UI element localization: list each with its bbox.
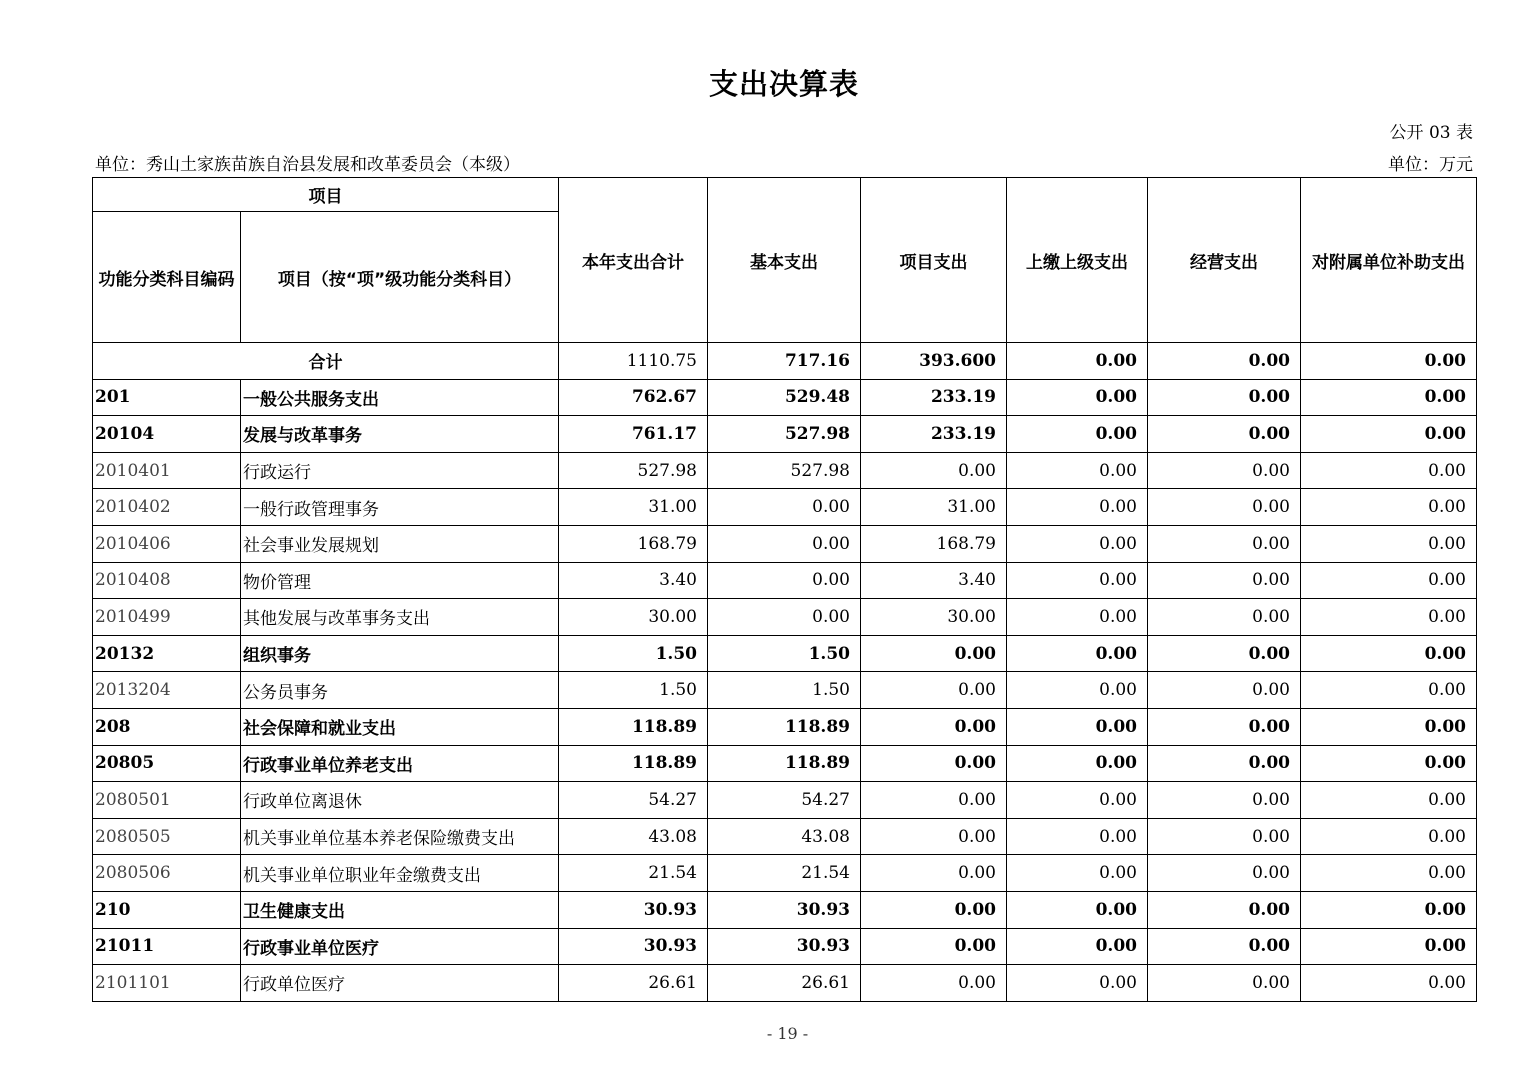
header-basic: 基本支出 (708, 178, 861, 343)
cell-basic: 118.89 (708, 708, 861, 745)
total-project-expenditure: 393.600 (861, 343, 1007, 380)
cell-basic: 30.93 (708, 928, 861, 965)
cell-business: 0.00 (1148, 452, 1301, 489)
cell-total: 3.40 (559, 562, 708, 599)
cell-name: 行政单位离退休 (241, 782, 559, 819)
page-number: - 19 - (766, 1024, 809, 1043)
cell-business: 0.00 (1148, 599, 1301, 636)
header-subsidy: 对附属单位补助支出 (1301, 178, 1477, 343)
cell-project-expenditure: 0.00 (861, 818, 1007, 855)
cell-subsidy: 0.00 (1301, 928, 1477, 965)
cell-subsidy: 0.00 (1301, 965, 1477, 1002)
cell-subsidy: 0.00 (1301, 562, 1477, 599)
cell-subsidy: 0.00 (1301, 489, 1477, 526)
cell-code: 2010408 (93, 562, 241, 599)
cell-subsidy: 0.00 (1301, 525, 1477, 562)
cell-business: 0.00 (1148, 782, 1301, 819)
cell-subsidy: 0.00 (1301, 708, 1477, 745)
cell-upper: 0.00 (1007, 928, 1148, 965)
cell-upper: 0.00 (1007, 489, 1148, 526)
table-row (93, 745, 1477, 782)
cell-name: 发展与改革事务 (241, 416, 559, 453)
cell-name: 一般公共服务支出 (241, 379, 559, 416)
cell-basic: 118.89 (708, 745, 861, 782)
cell-project-expenditure: 0.00 (861, 928, 1007, 965)
table-row (93, 599, 1477, 636)
header-total: 本年支出合计 (559, 178, 708, 343)
cell-name: 社会事业发展规划 (241, 525, 559, 562)
cell-upper: 0.00 (1007, 416, 1148, 453)
cell-name: 一般行政管理事务 (241, 489, 559, 526)
header-code: 功能分类科目编码 (93, 212, 241, 343)
cell-total: 30.00 (559, 599, 708, 636)
unit-currency: 单位：万元 (1388, 155, 1473, 175)
cell-project-expenditure: 0.00 (861, 965, 1007, 1002)
cell-basic: 1.50 (708, 635, 861, 672)
table-row (93, 416, 1477, 453)
cell-business: 0.00 (1148, 928, 1301, 965)
total-cell: 1110.75 (559, 343, 708, 380)
table-row (93, 562, 1477, 599)
cell-upper: 0.00 (1007, 708, 1148, 745)
total-basic: 717.16 (708, 343, 861, 380)
cell-code: 2101101 (93, 965, 241, 1002)
cell-business: 0.00 (1148, 818, 1301, 855)
cell-total: 1.50 (559, 635, 708, 672)
table-id: 公开 03 表 (1389, 123, 1473, 143)
cell-business: 0.00 (1148, 635, 1301, 672)
cell-total: 168.79 (559, 525, 708, 562)
cell-subsidy: 0.00 (1301, 599, 1477, 636)
table-row (93, 891, 1477, 928)
cell-code: 2080501 (93, 782, 241, 819)
header-project-expenditure: 项目支出 (861, 178, 1007, 343)
total-business: 0.00 (1148, 343, 1301, 380)
cell-project-expenditure: 0.00 (861, 855, 1007, 892)
cell-basic: 527.98 (708, 452, 861, 489)
total-subsidy: 0.00 (1301, 343, 1477, 380)
cell-upper: 0.00 (1007, 855, 1148, 892)
cell-business: 0.00 (1148, 525, 1301, 562)
cell-subsidy: 0.00 (1301, 855, 1477, 892)
cell-basic: 0.00 (708, 599, 861, 636)
cell-project-expenditure: 0.00 (861, 635, 1007, 672)
cell-code: 2010401 (93, 452, 241, 489)
cell-code: 2080506 (93, 855, 241, 892)
cell-business: 0.00 (1148, 672, 1301, 709)
cell-upper: 0.00 (1007, 672, 1148, 709)
cell-name: 行政事业单位医疗 (241, 928, 559, 965)
cell-project-expenditure: 0.00 (861, 782, 1007, 819)
cell-business: 0.00 (1148, 855, 1301, 892)
cell-code: 2013204 (93, 672, 241, 709)
cell-project-expenditure: 3.40 (861, 562, 1007, 599)
table-row (93, 525, 1477, 562)
cell-total: 1.50 (559, 672, 708, 709)
header-row-top (93, 178, 1477, 212)
header-project: 项目 (93, 178, 559, 212)
cell-upper: 0.00 (1007, 965, 1148, 1002)
cell-upper: 0.00 (1007, 525, 1148, 562)
cell-basic: 0.00 (708, 489, 861, 526)
cell-code: 208 (93, 708, 241, 745)
cell-basic: 1.50 (708, 672, 861, 709)
cell-business: 0.00 (1148, 489, 1301, 526)
cell-basic: 529.48 (708, 379, 861, 416)
table-row (93, 855, 1477, 892)
cell-code: 2010499 (93, 599, 241, 636)
cell-total: 30.93 (559, 891, 708, 928)
table-row (93, 635, 1477, 672)
expenditure-table (92, 177, 1477, 1002)
total-row (93, 343, 1477, 380)
table-row (93, 818, 1477, 855)
cell-subsidy: 0.00 (1301, 891, 1477, 928)
cell-subsidy: 0.00 (1301, 782, 1477, 819)
cell-code: 2080505 (93, 818, 241, 855)
cell-code: 210 (93, 891, 241, 928)
cell-subsidy: 0.00 (1301, 745, 1477, 782)
cell-subsidy: 0.00 (1301, 452, 1477, 489)
cell-basic: 30.93 (708, 891, 861, 928)
header-upper: 上缴上级支出 (1007, 178, 1148, 343)
cell-business: 0.00 (1148, 562, 1301, 599)
cell-total: 54.27 (559, 782, 708, 819)
cell-upper: 0.00 (1007, 818, 1148, 855)
cell-name: 社会保障和就业支出 (241, 708, 559, 745)
cell-business: 0.00 (1148, 379, 1301, 416)
cell-upper: 0.00 (1007, 379, 1148, 416)
cell-basic: 0.00 (708, 525, 861, 562)
cell-total: 762.67 (559, 379, 708, 416)
cell-basic: 26.61 (708, 965, 861, 1002)
cell-subsidy: 0.00 (1301, 818, 1477, 855)
cell-total: 118.89 (559, 708, 708, 745)
cell-name: 物价管理 (241, 562, 559, 599)
cell-code: 201 (93, 379, 241, 416)
cell-business: 0.00 (1148, 965, 1301, 1002)
cell-total: 26.61 (559, 965, 708, 1002)
header-business: 经营支出 (1148, 178, 1301, 343)
cell-total: 30.93 (559, 928, 708, 965)
total-label: 合计 (93, 343, 559, 380)
cell-name: 行政单位医疗 (241, 965, 559, 1002)
cell-business: 0.00 (1148, 708, 1301, 745)
cell-basic: 527.98 (708, 416, 861, 453)
table-row (93, 782, 1477, 819)
cell-subsidy: 0.00 (1301, 416, 1477, 453)
table-row (93, 965, 1477, 1002)
table-row (93, 672, 1477, 709)
cell-subsidy: 0.00 (1301, 635, 1477, 672)
cell-name: 公务员事务 (241, 672, 559, 709)
cell-business: 0.00 (1148, 745, 1301, 782)
cell-project-expenditure: 0.00 (861, 891, 1007, 928)
cell-project-expenditure: 31.00 (861, 489, 1007, 526)
page-title: 支出决算表 (708, 67, 859, 101)
cell-name: 组织事务 (241, 635, 559, 672)
cell-code: 21011 (93, 928, 241, 965)
table-row (93, 452, 1477, 489)
cell-project-expenditure: 0.00 (861, 745, 1007, 782)
total-upper: 0.00 (1007, 343, 1148, 380)
cell-total: 761.17 (559, 416, 708, 453)
cell-code: 20104 (93, 416, 241, 453)
cell-upper: 0.00 (1007, 745, 1148, 782)
cell-project-expenditure: 233.19 (861, 379, 1007, 416)
cell-project-expenditure: 0.00 (861, 452, 1007, 489)
cell-project-expenditure: 0.00 (861, 708, 1007, 745)
cell-business: 0.00 (1148, 416, 1301, 453)
cell-project-expenditure: 0.00 (861, 672, 1007, 709)
cell-name: 行政运行 (241, 452, 559, 489)
cell-business: 0.00 (1148, 891, 1301, 928)
cell-project-expenditure: 30.00 (861, 599, 1007, 636)
cell-total: 31.00 (559, 489, 708, 526)
cell-subsidy: 0.00 (1301, 672, 1477, 709)
cell-basic: 0.00 (708, 562, 861, 599)
cell-subsidy: 0.00 (1301, 379, 1477, 416)
cell-code: 2010402 (93, 489, 241, 526)
cell-name: 机关事业单位基本养老保险缴费支出 (241, 818, 559, 855)
table-row (93, 489, 1477, 526)
header-item: 项目（按“项”级功能分类科目） (241, 212, 559, 343)
cell-upper: 0.00 (1007, 599, 1148, 636)
cell-code: 2010406 (93, 525, 241, 562)
table-row (93, 379, 1477, 416)
cell-upper: 0.00 (1007, 452, 1148, 489)
unit-organization: 单位：秀山土家族苗族自治县发展和改革委员会（本级） (95, 155, 520, 175)
cell-total: 118.89 (559, 745, 708, 782)
cell-basic: 54.27 (708, 782, 861, 819)
cell-basic: 21.54 (708, 855, 861, 892)
cell-upper: 0.00 (1007, 635, 1148, 672)
cell-basic: 43.08 (708, 818, 861, 855)
cell-total: 527.98 (559, 452, 708, 489)
cell-upper: 0.00 (1007, 891, 1148, 928)
cell-upper: 0.00 (1007, 782, 1148, 819)
cell-name: 其他发展与改革事务支出 (241, 599, 559, 636)
cell-project-expenditure: 168.79 (861, 525, 1007, 562)
cell-code: 20132 (93, 635, 241, 672)
table-row (93, 708, 1477, 745)
cell-name: 行政事业单位养老支出 (241, 745, 559, 782)
cell-name: 机关事业单位职业年金缴费支出 (241, 855, 559, 892)
cell-code: 20805 (93, 745, 241, 782)
cell-total: 21.54 (559, 855, 708, 892)
table-row (93, 928, 1477, 965)
cell-total: 43.08 (559, 818, 708, 855)
cell-project-expenditure: 233.19 (861, 416, 1007, 453)
cell-upper: 0.00 (1007, 562, 1148, 599)
cell-name: 卫生健康支出 (241, 891, 559, 928)
